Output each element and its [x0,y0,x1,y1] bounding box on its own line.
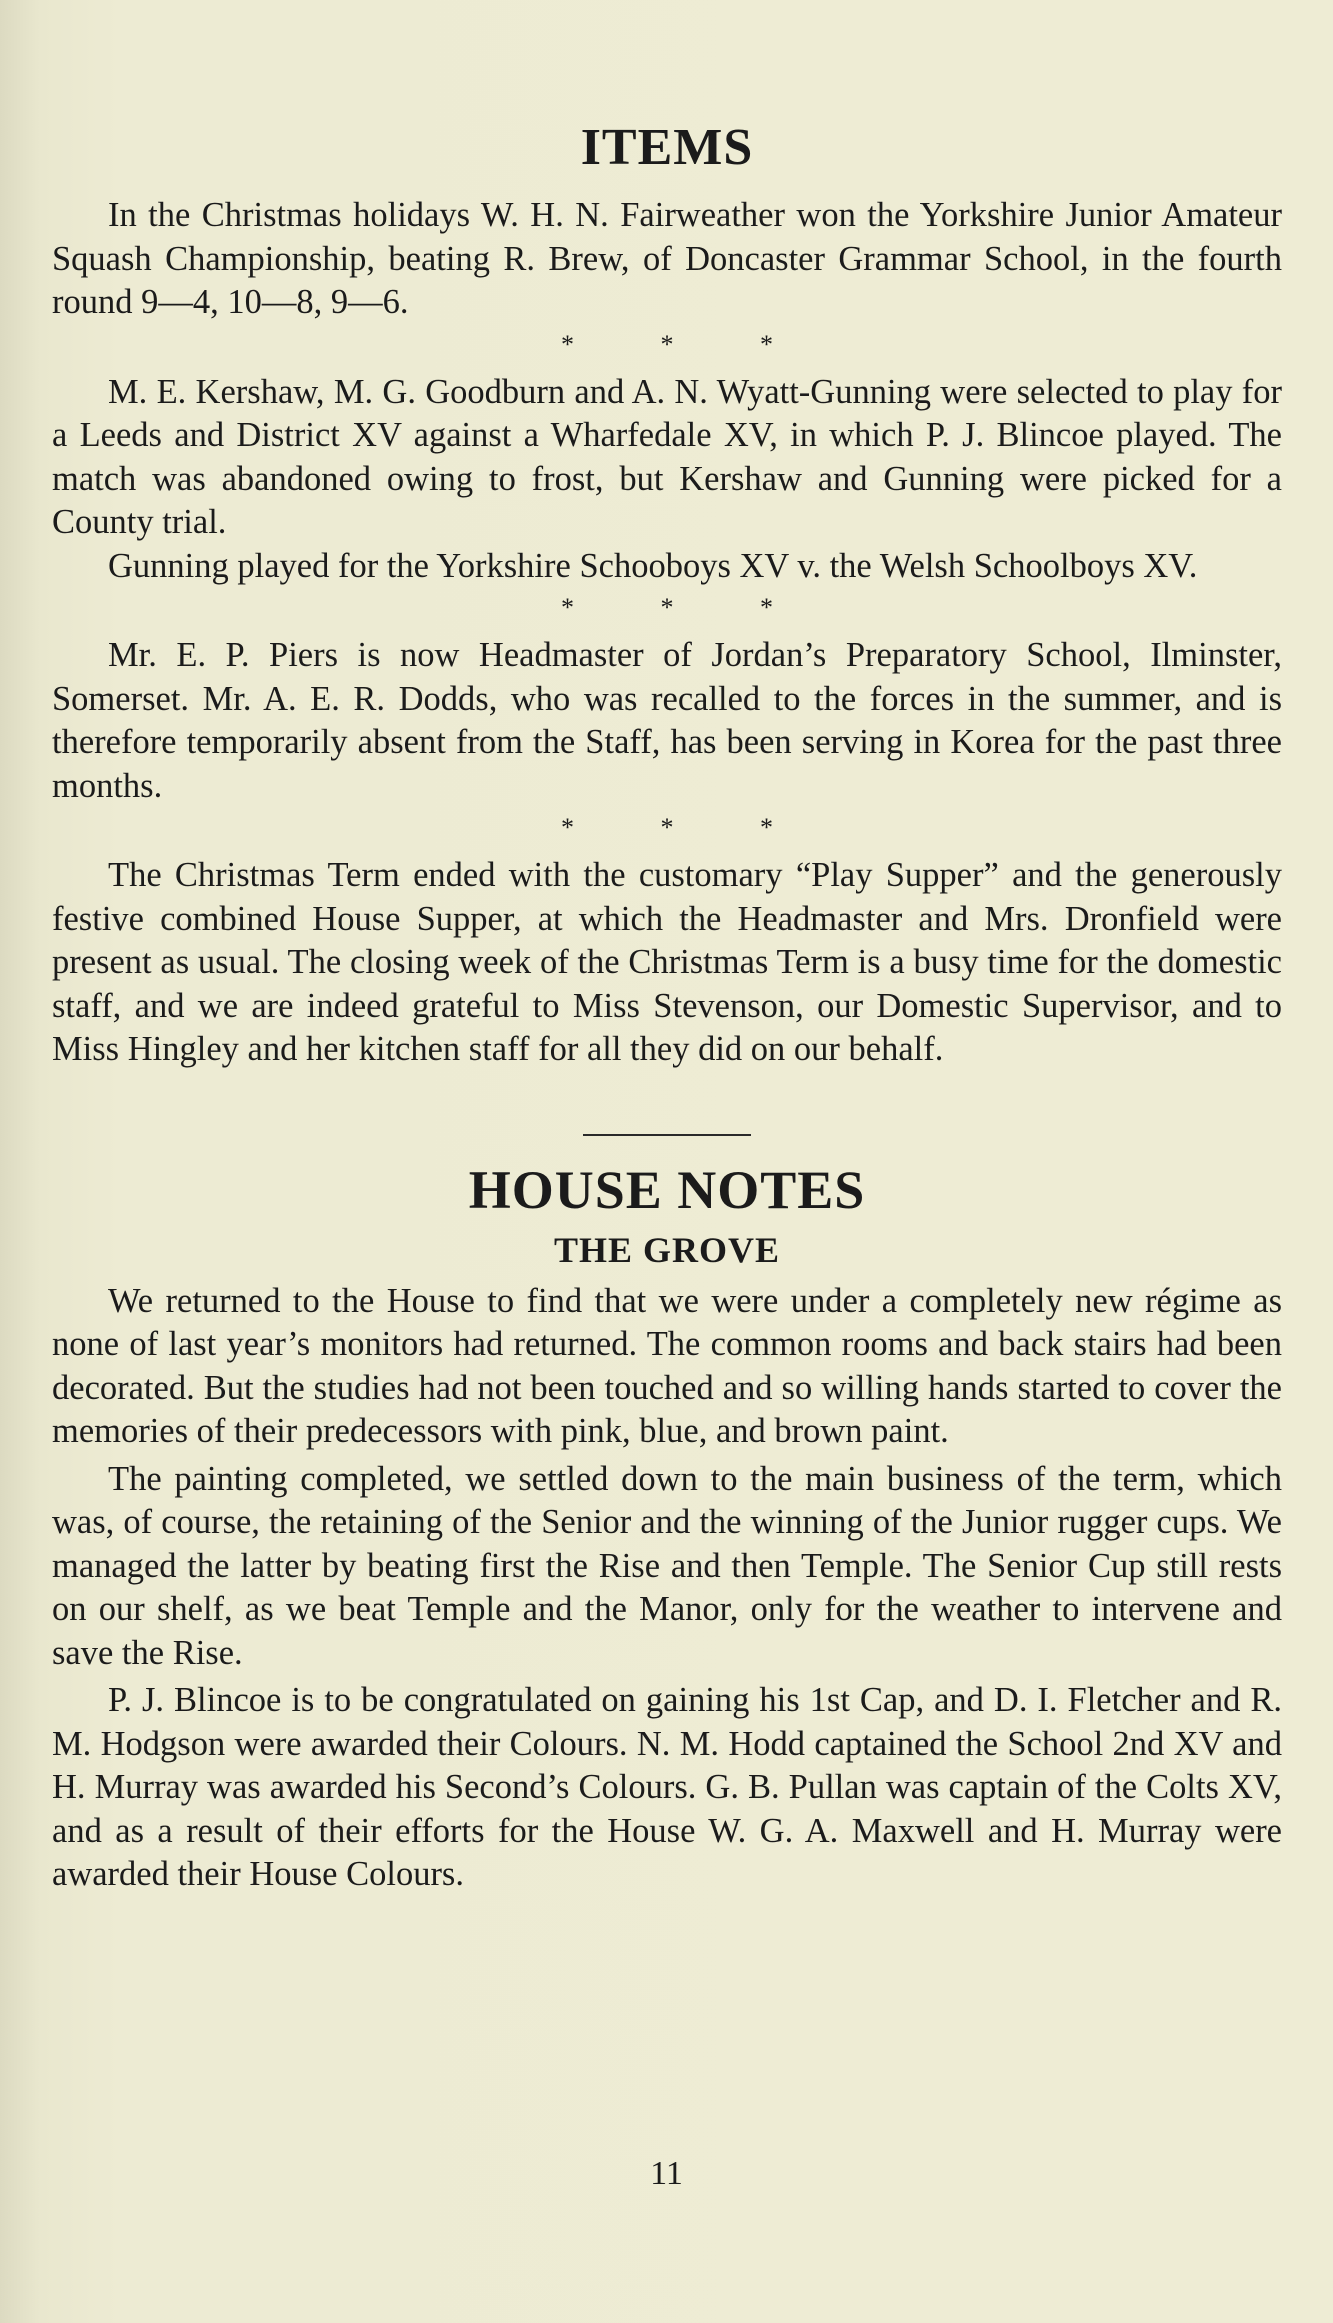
house-notes-heading: HOUSE NOTES [468,1159,866,1220]
grove-paragraph-rugger: The painting completed, we settled down to the main business of the term, which was, of course, the retaining of the Senior and the winning of the Junior rugger cups. We managed the latter by beating first the Rise and then Temple. The Senior Cup still rests on our shelf, as we beat Temple and the Manor, only for the weather to intervene and save the Rise. [52,1459,1282,1672]
items-heading: ITEMS [580,119,754,176]
items-paragraph-gunning: Gunning played for the Yorkshire Schooboys XV v. the Welsh Schoolboys XV. [108,546,1198,585]
items-paragraph-staff: Mr. E. P. Piers is now Headmaster of Jordan’s Preparatory School, Ilminster, Somerset. Mr. A. E. R. Dodds, who was recalled to the forces in the summer, and is therefore temporarily absent from the Staff, has been serving in Korea for the past three months. [52,636,1282,805]
items-paragraph-squash: In the Christmas holidays W. H. N. Fairweather won the Yorkshire Junior Amateur Squash Championship, beating R. Brew, of Doncaster Grammar School, in the fourth round 9—4, 10—8, 9—6. [52,196,1282,321]
page-number: 11 [650,2155,683,2192]
grove-paragraph-regime: We returned to the House to find that we were under a completely new régime as none of last year’s monitors had returned. The common rooms and back stairs had been decorated. But the studies had not been touched and so willing hands started to cover the memories of their predecessors with pink, blue, and brown paint. [52,1281,1282,1450]
items-paragraph-christmas-term: The Christmas Term ended with the customary “Play Supper” and the generously festive combined House Supper, at which the Headmaster and Mrs. Dronfield were present as usual. The closing week of the Christmas Term is a busy time for the domestic staff, and we are indeed grateful to Miss Stevenson, our Domestic Supervisor, and to Miss Hingley and her kitchen staff for all they did on our behalf. [52,856,1282,1068]
the-grove-subheading: THE GROVE [553,1229,781,1270]
page-content [52,112,1282,1897]
section-separator: * * * [561,813,813,842]
items-paragraph-leeds-xv: M. E. Kershaw, M. G. Goodburn and A. N. Wyatt-Gunning were selected to play for a Leeds and District XV against a Wharfedale XV, in which P. J. Blincoe played. The match was abandoned owing to frost, but Kershaw and Gunning were picked for a County trial. [52,372,1282,541]
section-separator: * * * [561,593,813,622]
section-divider-rule [583,1134,751,1136]
section-separator: * * * [561,329,813,359]
grove-paragraph-colours: P. J. Blincoe is to be congratulated on gaining his 1st Cap, and D. I. Fletcher and R. M. Hodgson were awarded their Colours. N. M. Hodd captained the School 2nd XV and H. Murray was awarded his Second’s Colours. G. B. Pullan was captain of the Colts XV, and as a result of their efforts for the House W. G. A. Maxwell and H. Murray were awarded their House Colours. [52,1681,1282,1893]
